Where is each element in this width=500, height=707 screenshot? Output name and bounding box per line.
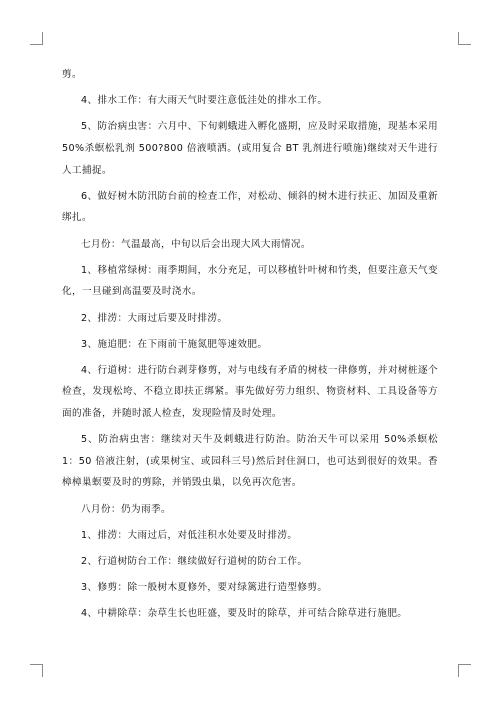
paragraph-fertilize: 3、施追肥：在下雨前干施氮肥等速效肥。: [81, 338, 268, 350]
paragraph-street-trees-august: 2、行道树防台工作：继续做好行道树的防台工作。: [81, 556, 308, 567]
paragraph-pest-control-july: 5、防治病虫害：继续对天牛及刺蛾进行防治。防治天牛可以采用 50%杀螟松 1：50 倍液注射，(或果树宝、或园科三号)然后封住洞口，也可达到很好的效果。香樟樟巢螟要及时的剪除，并销毁虫巢，以免再次危害。: [62, 434, 438, 489]
crop-mark-bottom-right: [458, 664, 471, 677]
paragraph-drainage-august: 1、排涝：大雨过后，对低洼积水处要及时排涝。: [81, 529, 298, 541]
crop-mark-top-left: [30, 32, 43, 45]
paragraph-pruning-august: 3、修剪：除一般树木夏修外，要对绿篱进行造型修剪。: [81, 582, 328, 594]
crop-mark-bottom-left: [30, 664, 43, 677]
document-body: [62, 64, 438, 625]
paragraph-weeding-august: 4、中耕除草：杂草生长也旺盛，要及时的除草，并可结合除草进行施肥。: [81, 608, 408, 620]
paragraph-drainage-july: 2、排涝：大雨过后要及时排涝。: [81, 312, 228, 324]
paragraph-flood-inspection: 6、做好树木防汛防台前的检查工作，对松动、倾斜的树木进行扶正、加固及重新绑扎。: [62, 190, 438, 224]
paragraph-drainage-june: 4、排水工作：有大雨天气时要注意低洼处的排水工作。: [81, 95, 328, 107]
paragraph-continuation: 剪。: [62, 69, 82, 80]
paragraph-pest-control-june: 5、防治病虫害：六月中、下旬刺蛾进入孵化盛期，应及时采取措施，现基本采用 50%杀螟松乳剂 500?800 倍液喷洒。(或用复合 BT 乳剂进行喷施)继续对天牛进行人工捕捉。: [62, 121, 438, 176]
paragraph-street-trees-july: 4、行道树：进行防台剥芽修剪，对与电线有矛盾的树枝一律修剪，并对树桩逐个检查，发现松垮、不稳立即扶正绑紧。事先做好劳力组织、物资材料、工具设备等方面的准备，并随时派人检查，发现险情及时处理。: [62, 364, 438, 420]
crop-mark-top-right: [458, 32, 471, 45]
heading-august: 八月份：仍为雨季。: [81, 503, 171, 515]
paragraph-transplant-evergreen: 1、移植常绿树：雨季期间，水分充足，可以移植针叶树和竹类，但要注意天气变化，一旦碰到高温要及时浇水。: [62, 264, 438, 298]
heading-july: 七月份：气温最高，中旬以后会出现大风大雨情况。: [81, 238, 311, 250]
